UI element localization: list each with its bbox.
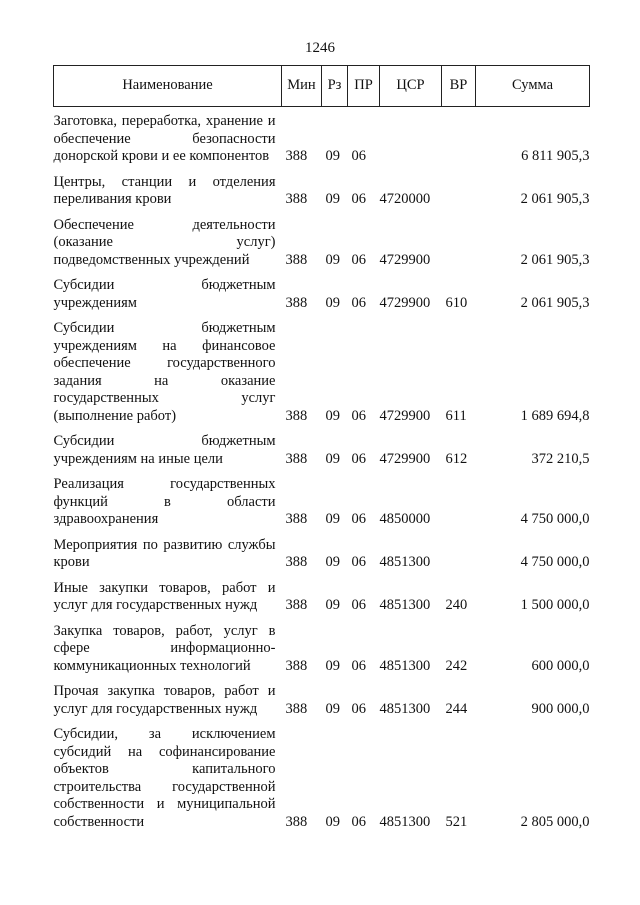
table-row	[54, 166, 590, 209]
table-row	[54, 312, 590, 425]
cell-min: 388	[285, 191, 308, 207]
cell-rz: 09	[325, 148, 340, 164]
cell-rz: 09	[325, 657, 340, 674]
cell-sum: 600 000,0	[531, 657, 590, 674]
cell-sum: 900 000,0	[531, 700, 590, 717]
cell-pr: 06	[351, 251, 366, 268]
cell-name: Центры, станции и отделения переливания крови	[53, 173, 276, 207]
cell-csr: 4851300	[379, 657, 431, 674]
cell-name: Мероприятия по развитию службы крови	[53, 536, 276, 570]
cell-min: 388	[285, 407, 308, 424]
cell-min: 388	[285, 657, 308, 674]
table-row	[54, 468, 590, 529]
cell-vr	[442, 166, 476, 209]
cell-vr: 242	[445, 657, 468, 674]
cell-vr: 612	[445, 450, 468, 467]
cell-sum: 4 750 000,0	[520, 554, 590, 570]
cell-sum: 1 689 694,8	[520, 407, 590, 424]
cell-vr: 521	[445, 813, 468, 830]
cell-vr: 610	[445, 294, 468, 311]
cell-sum: 2 061 905,3	[520, 294, 590, 311]
cell-csr: 4850000	[379, 511, 431, 527]
header-csr: ЦСР	[380, 66, 442, 107]
header-min: Мин	[282, 66, 322, 107]
cell-pr: 06	[351, 407, 366, 424]
cell-name: Субсидии бюджетным учреждениям на иные цели	[53, 433, 276, 467]
header-rz: Рз	[322, 66, 348, 107]
cell-csr: 4851300	[379, 813, 431, 830]
cell-pr: 06	[351, 813, 366, 830]
header-name: Наименование	[54, 66, 282, 107]
cell-pr: 06	[351, 294, 366, 311]
cell-csr: 4729900	[379, 251, 431, 268]
cell-vr	[442, 468, 476, 529]
cell-csr	[380, 107, 442, 166]
cell-rz: 09	[325, 813, 340, 830]
table-row	[54, 269, 590, 312]
cell-csr: 4851300	[379, 700, 431, 717]
cell-vr: 240	[445, 597, 468, 613]
cell-min: 388	[285, 294, 308, 311]
cell-name: Субсидии, за исключением субсидий на софинансирование объектов капитального строительства государственной собственности и муниципальной собственности	[53, 726, 276, 830]
cell-min: 388	[285, 148, 308, 164]
cell-pr: 06	[351, 191, 366, 207]
cell-sum: 2 061 905,3	[520, 191, 590, 207]
table-row	[54, 615, 590, 676]
table-row	[54, 718, 590, 831]
cell-pr: 06	[351, 511, 366, 527]
cell-pr: 06	[351, 148, 366, 164]
cell-sum: 372 210,5	[531, 450, 590, 467]
cell-vr	[442, 209, 476, 270]
cell-name: Закупка товаров, работ, услуг в сфере информационно-коммуникационных технологий	[53, 622, 276, 674]
cell-sum: 6 811 905,3	[521, 148, 590, 164]
cell-rz: 09	[325, 450, 340, 467]
cell-csr: 4720000	[379, 191, 431, 207]
table-row	[54, 107, 590, 166]
cell-pr: 06	[351, 657, 366, 674]
cell-rz: 09	[325, 700, 340, 717]
cell-min: 388	[285, 700, 308, 717]
cell-rz: 09	[325, 294, 340, 311]
cell-sum: 2 805 000,0	[520, 813, 590, 830]
table-row	[54, 675, 590, 718]
cell-sum: 1 500 000,0	[520, 597, 590, 613]
cell-rz: 09	[325, 407, 340, 424]
budget-table	[53, 65, 590, 831]
cell-min: 388	[285, 554, 308, 570]
cell-pr: 06	[351, 450, 366, 467]
header-vr: ВР	[442, 66, 476, 107]
cell-csr: 4851300	[379, 597, 431, 613]
cell-min: 388	[285, 450, 308, 467]
cell-rz: 09	[325, 191, 340, 207]
cell-vr	[442, 529, 476, 572]
cell-sum: 4 750 000,0	[520, 511, 590, 527]
cell-pr: 06	[351, 700, 366, 717]
cell-vr: 244	[445, 700, 468, 717]
cell-min: 388	[285, 251, 308, 268]
cell-name: Реализация государственных функций в области здравоохранения	[53, 476, 276, 527]
cell-name: Обеспечение деятельности (оказание услуг) подведомственных учреждений	[53, 216, 276, 268]
table-row	[54, 572, 590, 615]
cell-min: 388	[285, 597, 308, 613]
table-header-row	[54, 66, 590, 107]
cell-csr: 4729900	[379, 407, 431, 424]
cell-pr: 06	[351, 554, 366, 570]
cell-rz: 09	[325, 597, 340, 613]
cell-name: Иные закупки товаров, работ и услуг для государственных нужд	[53, 579, 276, 613]
cell-csr: 4851300	[379, 554, 431, 570]
cell-min: 388	[285, 511, 308, 527]
cell-name: Прочая закупка товаров, работ и услуг для государственных нужд	[53, 683, 276, 717]
cell-rz: 09	[325, 251, 340, 268]
cell-sum: 2 061 905,3	[520, 251, 590, 268]
cell-name: Субсидии бюджетным учреждениям на финансовое обеспечение государственного задания на оказание государственных услуг (выполнение работ)	[53, 320, 276, 424]
header-pr: ПР	[348, 66, 380, 107]
cell-pr: 06	[351, 597, 366, 613]
table-row	[54, 425, 590, 468]
table-row	[54, 209, 590, 270]
cell-vr: 611	[445, 407, 467, 424]
header-sum: Сумма	[476, 66, 590, 107]
cell-csr: 4729900	[379, 450, 431, 467]
table-row	[54, 529, 590, 572]
cell-name: Субсидии бюджетным учреждениям	[53, 277, 276, 311]
cell-rz: 09	[325, 554, 340, 570]
cell-csr: 4729900	[379, 294, 431, 311]
cell-min: 388	[285, 813, 308, 830]
cell-name: Заготовка, переработка, хранение и обеспечение безопасности донорской крови и ее компонентов	[53, 113, 276, 164]
page-number: 1246	[305, 40, 335, 56]
cell-rz: 09	[325, 511, 340, 527]
cell-vr	[442, 107, 476, 166]
